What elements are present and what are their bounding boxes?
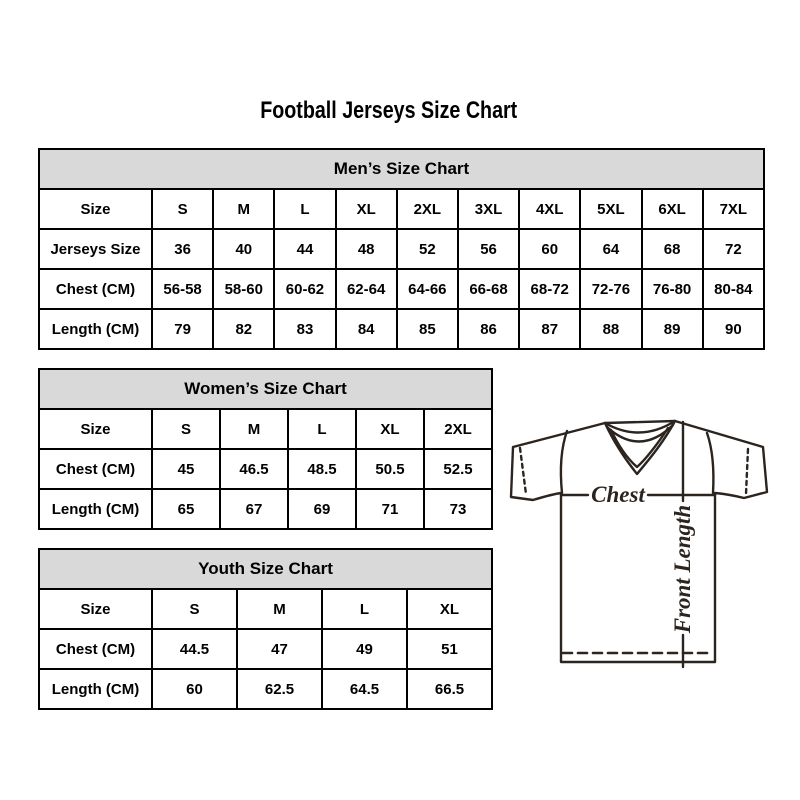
table-row bbox=[39, 189, 764, 229]
value-cell: M bbox=[213, 189, 274, 229]
table-header-row bbox=[39, 369, 492, 409]
row-label-cell: Jerseys Size bbox=[39, 229, 152, 269]
table-header-row bbox=[39, 149, 764, 189]
row-label-cell: Length (CM) bbox=[39, 489, 152, 529]
value-cell: 49 bbox=[322, 629, 407, 669]
value-cell: 85 bbox=[397, 309, 458, 349]
womens-table-body bbox=[39, 409, 492, 529]
value-cell: 73 bbox=[424, 489, 492, 529]
value-cell: 7XL bbox=[703, 189, 764, 229]
value-cell: 68 bbox=[642, 229, 703, 269]
value-cell: L bbox=[288, 409, 356, 449]
value-cell: 64 bbox=[580, 229, 641, 269]
value-cell: 52 bbox=[397, 229, 458, 269]
jersey-outline bbox=[511, 421, 767, 662]
value-cell: 80-84 bbox=[703, 269, 764, 309]
value-cell: 40 bbox=[213, 229, 274, 269]
table-row bbox=[39, 409, 492, 449]
value-cell: 83 bbox=[274, 309, 335, 349]
chest-measure-label: Chest bbox=[591, 482, 645, 507]
value-cell: 76-80 bbox=[642, 269, 703, 309]
value-cell: 86 bbox=[458, 309, 519, 349]
value-cell: 71 bbox=[356, 489, 424, 529]
value-cell: 64.5 bbox=[322, 669, 407, 709]
mens-table-title: Men’s Size Chart bbox=[39, 149, 764, 189]
value-cell: 90 bbox=[703, 309, 764, 349]
value-cell: 60 bbox=[519, 229, 580, 269]
value-cell: 72 bbox=[703, 229, 764, 269]
value-cell: 66.5 bbox=[407, 669, 492, 709]
table-row bbox=[39, 629, 492, 669]
value-cell: 45 bbox=[152, 449, 220, 489]
row-label-cell: Chest (CM) bbox=[39, 629, 152, 669]
value-cell: 48.5 bbox=[288, 449, 356, 489]
womens-size-table bbox=[38, 368, 493, 530]
row-label-cell: Length (CM) bbox=[39, 669, 152, 709]
table-row bbox=[39, 589, 492, 629]
page-title-text: Football Jerseys Size Chart bbox=[260, 97, 518, 124]
value-cell: 87 bbox=[519, 309, 580, 349]
value-cell: 56 bbox=[458, 229, 519, 269]
value-cell: XL bbox=[336, 189, 397, 229]
value-cell: 64-66 bbox=[397, 269, 458, 309]
youth-table-header bbox=[39, 549, 492, 589]
value-cell: 84 bbox=[336, 309, 397, 349]
value-cell: 46.5 bbox=[220, 449, 288, 489]
value-cell: 6XL bbox=[642, 189, 703, 229]
value-cell: 44.5 bbox=[152, 629, 237, 669]
table-row bbox=[39, 229, 764, 269]
value-cell: XL bbox=[356, 409, 424, 449]
value-cell: L bbox=[322, 589, 407, 629]
value-cell: 2XL bbox=[397, 189, 458, 229]
table-row bbox=[39, 489, 492, 529]
value-cell: 50.5 bbox=[356, 449, 424, 489]
row-label-cell: Chest (CM) bbox=[39, 449, 152, 489]
row-label-cell: Size bbox=[39, 589, 152, 629]
value-cell: 56-58 bbox=[152, 269, 213, 309]
value-cell: 52.5 bbox=[424, 449, 492, 489]
value-cell: 79 bbox=[152, 309, 213, 349]
youth-size-table bbox=[38, 548, 493, 710]
value-cell: 58-60 bbox=[213, 269, 274, 309]
row-label-cell: Size bbox=[39, 189, 152, 229]
value-cell: 60-62 bbox=[274, 269, 335, 309]
row-label-cell: Length (CM) bbox=[39, 309, 152, 349]
womens-table-title: Women’s Size Chart bbox=[39, 369, 492, 409]
row-label-cell: Size bbox=[39, 409, 152, 449]
value-cell: 5XL bbox=[580, 189, 641, 229]
value-cell: 60 bbox=[152, 669, 237, 709]
value-cell: 65 bbox=[152, 489, 220, 529]
value-cell: S bbox=[152, 409, 220, 449]
value-cell: 67 bbox=[220, 489, 288, 529]
front-length-measure-label: Front Length bbox=[670, 504, 695, 634]
value-cell: 47 bbox=[237, 629, 322, 669]
table-row bbox=[39, 269, 764, 309]
value-cell: S bbox=[152, 589, 237, 629]
value-cell: XL bbox=[407, 589, 492, 629]
youth-table-title: Youth Size Chart bbox=[39, 549, 492, 589]
value-cell: 88 bbox=[580, 309, 641, 349]
row-label-cell: Chest (CM) bbox=[39, 269, 152, 309]
value-cell: 66-68 bbox=[458, 269, 519, 309]
value-cell: 36 bbox=[152, 229, 213, 269]
value-cell: 62.5 bbox=[237, 669, 322, 709]
value-cell: 44 bbox=[274, 229, 335, 269]
jersey-measurement-diagram bbox=[500, 395, 790, 685]
table-row bbox=[39, 669, 492, 709]
value-cell: 72-76 bbox=[580, 269, 641, 309]
value-cell: M bbox=[237, 589, 322, 629]
value-cell: 62-64 bbox=[336, 269, 397, 309]
value-cell: 3XL bbox=[458, 189, 519, 229]
table-row bbox=[39, 309, 764, 349]
value-cell: 69 bbox=[288, 489, 356, 529]
value-cell: 68-72 bbox=[519, 269, 580, 309]
value-cell: 2XL bbox=[424, 409, 492, 449]
value-cell: M bbox=[220, 409, 288, 449]
value-cell: 4XL bbox=[519, 189, 580, 229]
mens-size-table bbox=[38, 148, 765, 350]
page-title bbox=[0, 97, 778, 125]
value-cell: 51 bbox=[407, 629, 492, 669]
value-cell: 48 bbox=[336, 229, 397, 269]
table-row bbox=[39, 449, 492, 489]
value-cell: 89 bbox=[642, 309, 703, 349]
mens-table-header bbox=[39, 149, 764, 189]
value-cell: L bbox=[274, 189, 335, 229]
value-cell: 82 bbox=[213, 309, 274, 349]
mens-table-body bbox=[39, 189, 764, 349]
womens-table-header bbox=[39, 369, 492, 409]
value-cell: S bbox=[152, 189, 213, 229]
youth-table-body bbox=[39, 589, 492, 709]
table-header-row bbox=[39, 549, 492, 589]
